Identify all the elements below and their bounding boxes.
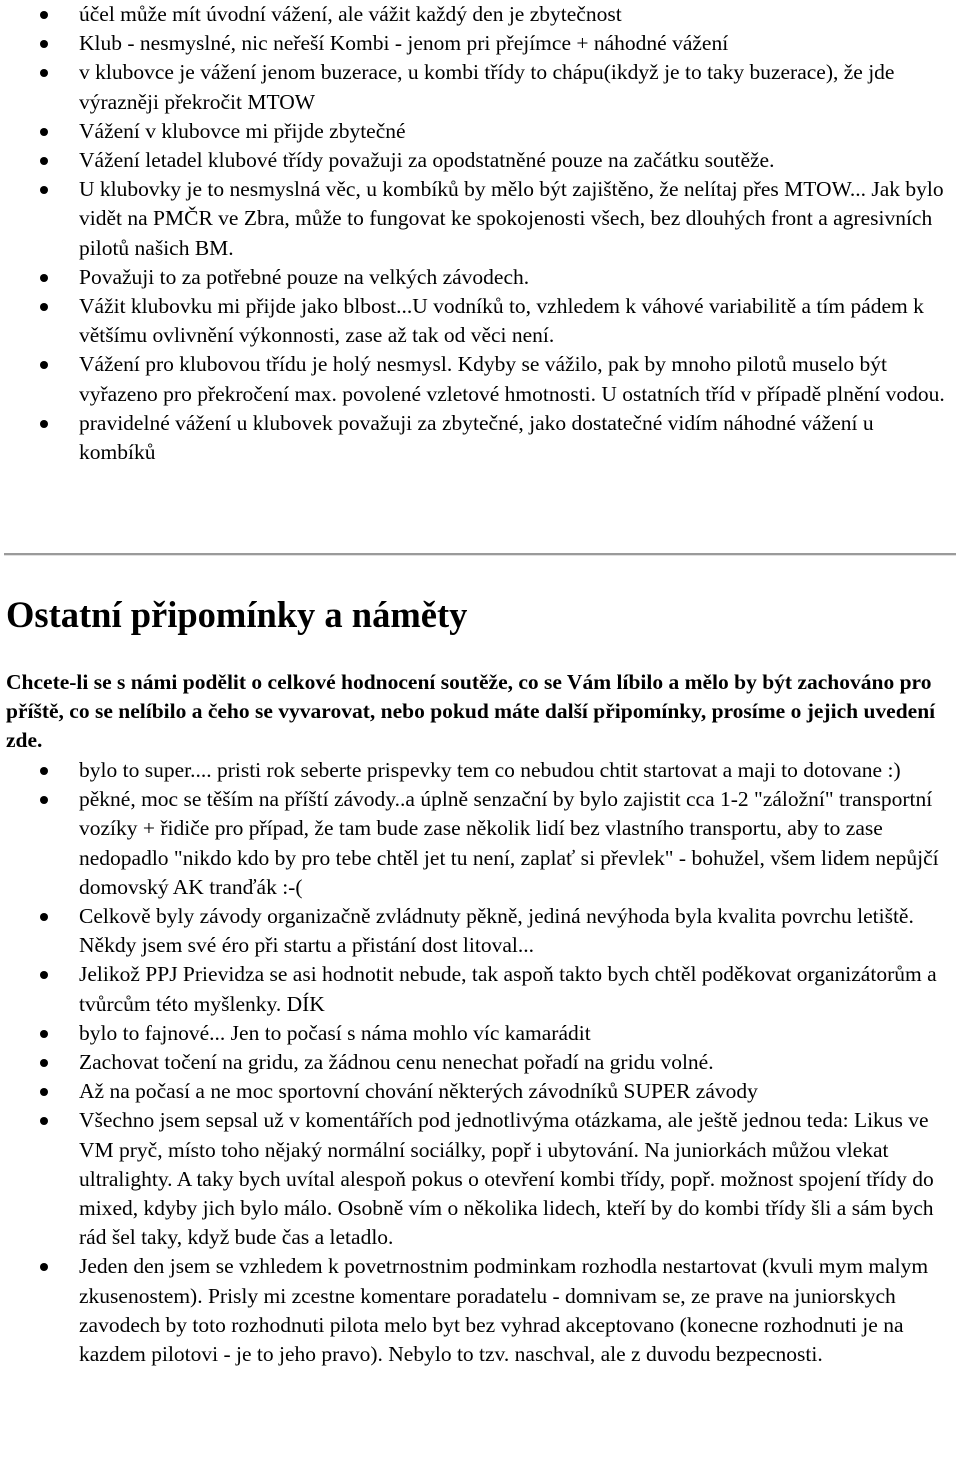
list-item [0,1019,960,1048]
section-heading: Ostatní připomínky a náměty [6,594,468,635]
list-item-text: Vážení v klubovce mi přijde zbytečné [79,118,406,143]
list-item-text: Vážit klubovku mi přijde jako blbost...U vodníků to, vzhledem k váhové variabilitě a tím pádem k většímu ovlivnění výkonnosti, zase až tak od věci není. [79,294,924,348]
bullet-icon [40,69,48,77]
bullet-icon [40,40,48,48]
list-item [0,409,960,467]
list-item-text: Všechno jsem sepsal už v komentářích pod jednotlivýma otázkama, ale ještě jednou teda: Likus ve VM pryč, místo toho nějaký normální sociálky, popř i ubytování. Na juniorkách můžou vlekat ultralighty. A taky bych uvítal alespoň pokus o otevření kombi třídy, popř. možnost spojení třídy do mixed, kdyby jich bylo málo. Osobně vím o několika lidech, kteří by do kombi třídy šli a sám bych rád šel taky, když bude čas a letadlo. [79,1108,934,1250]
list-item-text: Považuji to za potřebné pouze na velkých závodech. [79,264,530,289]
bullet-icon [40,1030,48,1038]
list-item [0,785,960,902]
bullet-icon [40,420,48,428]
list-item [0,263,960,292]
list-item-text: Zachovat točení na gridu, za žádnou cenu nenechat pořadí na gridu volné. [79,1050,714,1075]
bullet-icon [40,796,48,804]
list-item [0,1252,960,1369]
list-item-text: Vážení pro klubovou třídu je holý nesmysl. Kdyby se vážilo, pak by mnoho pilotů muselo být vyřazeno pro překročení max. povolené vzletové hmotnosti. U ostatních tříd v případě plnění vodou. [79,352,945,406]
list-item [0,292,960,350]
list-item-text: pěkné, moc se těším na příští závody..a úplně senzační by bylo zajistit cca 1-2 "záložní" transportní vozíky + řidiče pro případ, že tam bude zase několik lidí bez vlastního transportu, aby to zase nedopadlo "nikdo kdo by pro tebe chtěl jet tu není, zaplať si převlek" - bohužel, všem lidem nepůjčí domovský AK tranďák :-( [79,787,939,899]
bullet-icon [40,128,48,136]
list-item [0,960,960,1018]
list-item-text: účel může mít úvodní vážení, ale vážit každý den je zbytečnost [79,2,622,26]
bullet-icon [40,971,48,979]
bullet-icon [40,1117,48,1125]
bullet-icon [40,767,48,775]
list-item [0,0,960,29]
bullet-icon [40,361,48,369]
list-item-text: bylo to fajnové... Jen to počasí s náma mohlo víc kamarádit [79,1020,591,1045]
list-item [0,175,960,263]
list-item-text: Klub - nesmyslné, nic neřeší Kombi - jenom pri přejímce + náhodné vážení [79,31,729,56]
horizontal-divider [4,553,956,556]
list-item [0,29,960,58]
comment-list-weighing [0,0,960,467]
section-intro: Chcete-li se s námi podělit o celkové hodnocení soutěže, co se Vám líbilo a mělo by být zachováno pro příště, co se nelíbilo a čeho se vyvarovat, nebo pokud máte další připomínky, prosíme o jejich uvedení zde. [6,670,936,753]
bullet-icon [40,303,48,311]
list-item [0,1106,960,1252]
list-item [0,902,960,960]
list-item-text: Až na počasí a ne moc sportovní chování některých závodníků SUPER závody [79,1079,758,1104]
list-item [0,58,960,116]
list-item-text: pravidelné vážení u klubovek považuji za zbytečné, jako dostatečné vidím náhodné vážení u kombíků [79,410,874,465]
list-item-text: Jelikož PPJ Prievidza se asi hodnotit nebude, tak aspoň takto bych chtěl poděkovat organizátorům a tvůrcům této myšlenky. DÍK [79,962,937,1016]
list-item [0,1048,960,1077]
bullet-icon [40,1059,48,1067]
list-item [0,1077,960,1106]
list-item-text: Jeden den jsem se vzhledem k povetrnostnim podminkam rozhodla nestartovat (kvuli mym malym zkusenostem). Prisly mi zcestne komentare poradatelu - domnivam se, ze prave na juniorskych zavodech by toto rozhodnuti pilota melo byt bez vyhrad akceptovano (konecne rozhodnuti je na kazdem pilotovi - je to jeho pravo). Nebylo to tzv. naschval, ale z duvodu bezpecnosti. [79,1254,929,1367]
comment-list-remarks [0,756,960,1369]
bullet-icon [40,913,48,921]
bullet-icon [40,274,48,282]
bullet-icon [40,11,48,19]
bullet-icon [40,157,48,165]
bullet-icon [40,1088,48,1096]
list-item [0,350,960,408]
list-item-text: Celkově byly závody organizačně zvládnuty pěkně, jediná nevýhoda byla kvalita povrchu letiště. Někdy jsem své éro při startu a přistání dost litoval... [79,904,914,958]
list-item [0,117,960,146]
list-item [0,756,960,785]
list-item-text: Vážení letadel klubové třídy považuji za opodstatněné pouze na začátku soutěže. [79,148,775,173]
list-item-text: bylo to super.... pristi rok seberte prispevky tem co nebudou chtit startovat a maji to dotovane :) [79,758,901,782]
bullet-icon [40,1263,48,1271]
list-item-text: v klubovce je vážení jenom buzerace, u kombi třídy to chápu(ikdyž je to taky buzerace), že jde výrazněji překročit MTOW [79,60,895,114]
list-item [0,146,960,175]
list-item-text: U klubovky je to nesmyslná věc, u kombíků by mělo být zajištěno, že nelítaj přes MTOW... Jak bylo vidět na PMČR ve Zbra, může to fungovat ke spokojenosti všech, bez dlouhých front a agresivních pilotů našich BM. [79,177,944,260]
bullet-icon [40,186,48,194]
